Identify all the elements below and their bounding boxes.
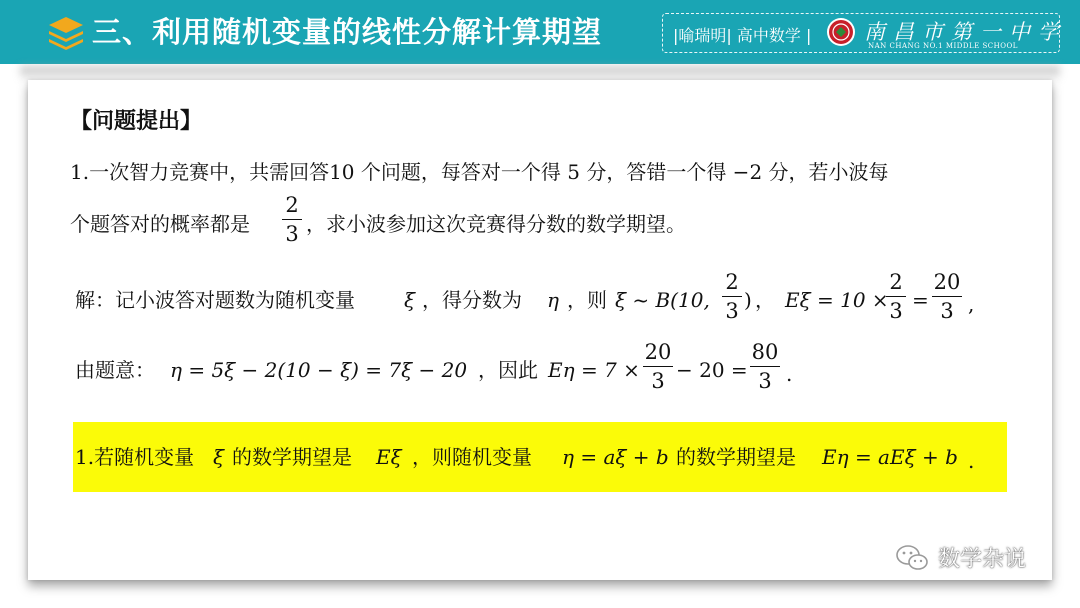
author-label: |喻瑞明| 高中数学 | (673, 26, 812, 45)
conclusion-part-c: 的数学期望是 (232, 445, 352, 469)
fraction-2-3 (886, 272, 906, 322)
fraction-20-3-b (643, 342, 673, 392)
watermark-text: 数学杂说 (938, 547, 1027, 572)
fraction-denominator: 3 (651, 369, 665, 393)
school-name-en: NAN CHANG NO.1 MIDDLE SCHOOL (868, 42, 1018, 50)
fraction-numerator: 2 (725, 270, 739, 294)
binomial-expr: ξ ~ B(10, (615, 288, 710, 312)
fraction-denominator: 3 (889, 299, 903, 323)
fraction-probability (282, 195, 302, 245)
fraction-denominator: 3 (285, 222, 299, 246)
solution-line-1a: 解：记小波答对题数为随机变量 (75, 288, 355, 312)
fraction-numerator: 2 (889, 270, 903, 294)
fraction-denominator: 3 (758, 369, 772, 393)
wechat-icon (894, 543, 930, 573)
fraction-numerator: 20 (644, 340, 672, 364)
fraction-bar (722, 296, 742, 297)
fraction-bar (886, 296, 906, 297)
expectation-xi-expr: Eξ = 10 × (785, 288, 889, 312)
solution-line-1b: ，得分数为 (422, 288, 522, 312)
problem-line-2b: ，求小波参加这次竞赛得分数的数学期望。 (306, 212, 686, 236)
conclusion-xi: ξ (213, 445, 225, 469)
fraction-80-3 (750, 342, 780, 392)
section-title: 【问题提出】 (70, 109, 203, 134)
expectation-eta-expr: Eη = 7 × (548, 358, 640, 382)
fraction-20-3 (932, 272, 962, 322)
solution-line-2c: ，因此 (478, 358, 538, 382)
fraction-bar (750, 366, 780, 367)
solution-line-1c: ，则 (567, 288, 607, 312)
fraction-denominator: 3 (725, 299, 739, 323)
conclusion-part-e: ，则随机变量 (412, 445, 532, 469)
problem-line-1: 1.一次智力竞赛中，共需回答10 个问题，每答对一个得 5 分，答错一个得 −2 分，若小波每 (70, 160, 889, 184)
solution-line-2a: 由题意： (75, 358, 155, 382)
symbol-xi: ξ (404, 288, 416, 312)
symbol-eta: η (547, 288, 559, 312)
conclusion-linear-expr: η = aξ + b (562, 445, 669, 469)
conclusion-result-expr: Eη = aEξ + b (822, 445, 958, 469)
conclusion-period: . (968, 449, 975, 473)
conclusion-part-a: 1.若随机变量 (75, 445, 195, 469)
fraction-binomial-p (722, 272, 742, 322)
conclusion-exi: Eξ (376, 445, 402, 469)
fraction-bar (643, 366, 673, 367)
school-name-cn: 南昌市第一中学 (864, 20, 1067, 44)
conclusion-part-g: 的数学期望是 (676, 445, 796, 469)
trailing-period: . (786, 362, 793, 386)
fraction-numerator: 2 (285, 193, 299, 217)
equals-sign: = (912, 288, 929, 312)
problem-line-2a: 个题答对的概率都是 (70, 212, 250, 236)
fraction-bar (282, 219, 302, 220)
trailing-comma: , (968, 292, 975, 316)
header-bar (0, 0, 1080, 64)
fraction-denominator: 3 (940, 299, 954, 323)
page-title: 三、利用随机变量的线性分解计算期望 (92, 15, 603, 49)
minus-20: − 20 = (676, 358, 748, 382)
binomial-close: ) (744, 288, 752, 312)
school-seal-icon (826, 17, 856, 47)
content-card (28, 80, 1052, 580)
eta-equation: η = 5ξ − 2(10 − ξ) = 7ξ − 20 (170, 358, 468, 382)
fraction-numerator: 80 (751, 340, 779, 364)
layers-icon (46, 13, 86, 53)
comma: ， (755, 288, 775, 312)
fraction-bar (932, 296, 962, 297)
fraction-numerator: 20 (933, 270, 961, 294)
